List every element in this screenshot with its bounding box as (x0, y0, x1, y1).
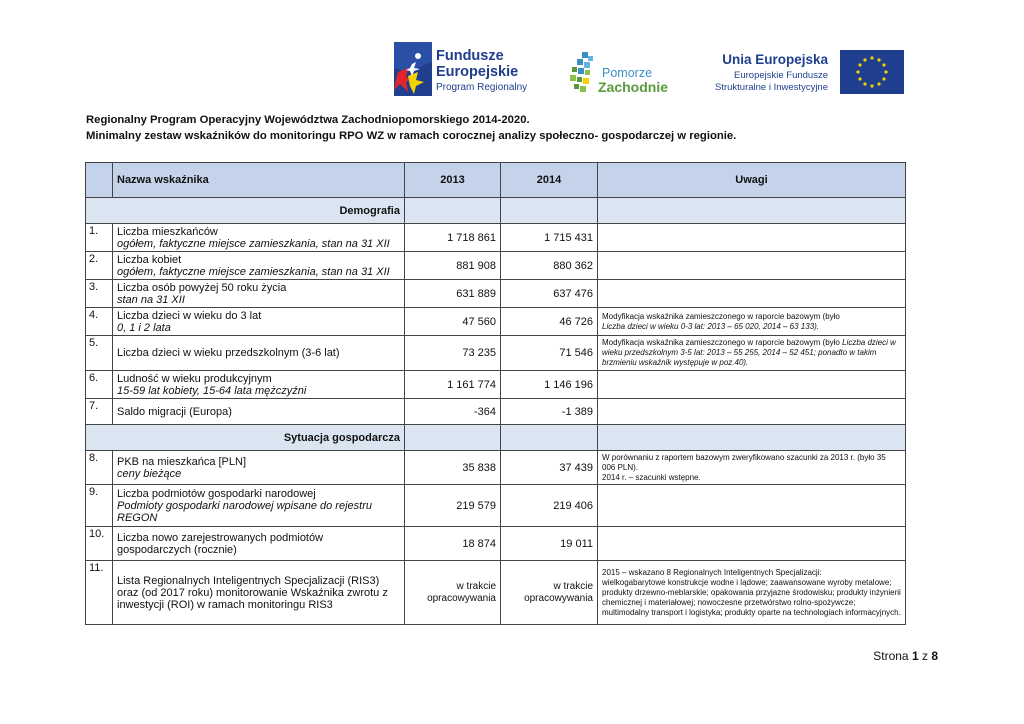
fe-title-line1: Fundusze (436, 48, 504, 64)
value-2014: 219 406 (501, 485, 598, 527)
row-name: Liczba osób powyżej 50 roku życia (117, 281, 287, 294)
fe-subtitle: Program Regionalny (436, 82, 528, 93)
row-subtitle: ogółem, faktyczne miejsce zamieszkania, stan na 31 XII (117, 265, 390, 278)
header-name: Nazwa wskaźnika (113, 163, 405, 198)
table-row (86, 280, 906, 308)
section-empty-cell (501, 198, 598, 224)
value-2013: 219 579 (405, 485, 501, 527)
notes-cell (598, 399, 906, 425)
header-2013: 2013 (405, 163, 501, 198)
notes-cell (598, 527, 906, 561)
fe-title-line2: Europejskie (436, 64, 519, 80)
row-number: 9. (86, 485, 113, 527)
row-subtitle: 0, 1 i 2 lata (117, 321, 171, 334)
note-text: Modyfikacja wskaźnika zamieszczonego w raporcie bazowym (było (602, 338, 840, 347)
value-2013: 1 161 774 (405, 371, 501, 399)
note-text: Modyfikacja wskaźnika zamieszczonego w raporcie bazowym (było (602, 311, 840, 321)
notes-cell (598, 485, 906, 527)
header-cell-no (86, 163, 113, 198)
row-subtitle: ogółem, faktyczne miejsce zamieszkania, stan na 31 XII (117, 237, 390, 250)
section-row-sytuacja-gospodarcza (86, 425, 906, 451)
row-name: Liczba podmiotów gospodarki narodowej (117, 487, 316, 500)
value-2014: 637 476 (501, 280, 598, 308)
ue-title: Unia Europejska (722, 52, 828, 67)
row-subtitle: 15-59 lat kobiety, 15-64 lata mężczyźni (117, 384, 307, 397)
page-separator: z (921, 649, 928, 663)
row-name: Liczba kobiet (117, 253, 182, 266)
notes-cell (598, 308, 906, 336)
row-name: Saldo migracji (Europa) (113, 399, 405, 425)
row-name-cell (113, 224, 405, 252)
section-empty-cell (598, 425, 906, 451)
header-notes: Uwagi (598, 163, 906, 198)
table-row (86, 308, 906, 336)
row-name-cell (113, 252, 405, 280)
value-2014: 37 439 (501, 451, 598, 485)
row-name-cell (113, 371, 405, 399)
section-title: Demografia (86, 198, 405, 224)
table-row (86, 561, 906, 625)
value-2014: 71 546 (501, 336, 598, 371)
note-text-italic: Liczba dzieci w wieku 0-3 lat: 2013 – 65 020, 2014 – 63 133). (602, 321, 820, 331)
row-number: 4. (86, 308, 113, 336)
row-name: Liczba nowo zarejestrowanych podmiotów gospodarczych (rocznie) (113, 527, 405, 561)
row-number: 2. (86, 252, 113, 280)
value-2013: 631 889 (405, 280, 501, 308)
ue-subtitle (715, 70, 828, 93)
value-2014: -1 389 (501, 399, 598, 425)
row-name: Liczba mieszkańców (117, 225, 218, 238)
notes-cell (598, 224, 906, 252)
value-2014: 1 146 196 (501, 371, 598, 399)
value-2014: 46 726 (501, 308, 598, 336)
ue-sub-line1: Europejskie Fundusze (734, 70, 828, 81)
row-name: PKB na mieszkańca [PLN] (117, 455, 247, 468)
value-2013: 35 838 (405, 451, 501, 485)
row-subtitle: Podmioty gospodarki narodowej wpisane do rejestru REGON (117, 499, 372, 524)
page-number (873, 649, 938, 663)
section-empty-cell (405, 425, 501, 451)
value-2014: 1 715 431 (501, 224, 598, 252)
row-number: 1. (86, 224, 113, 252)
row-subtitle: ceny bieżące (117, 467, 182, 480)
row-number: 6. (86, 371, 113, 399)
value-2013: w trakcie opracowywania (405, 561, 501, 625)
row-name: Lista Regionalnych Inteligentnych Specjalizacji (RIS3) oraz (od 2017 roku) monitorowanie Wskaźnika zwrotu z inwestycji (ROI) w ramach monitoringu RIS3 (113, 561, 405, 625)
note-text: 2015 – wskazano 8 Regionalnych Inteligentnych Specjalizacji: (602, 567, 822, 577)
notes-cell (598, 252, 906, 280)
eu-flag-icon (840, 50, 904, 94)
table-row (86, 252, 906, 280)
table-row (86, 336, 906, 371)
pomorze-zachodnie-logo (568, 50, 678, 96)
header-2014: 2014 (501, 163, 598, 198)
value-2013: 18 874 (405, 527, 501, 561)
row-name-cell (113, 280, 405, 308)
note-text: W porównaniu z raportem bazowym zweryfikowano szacunki za 2013 r. (było 35 006 PLN). (602, 452, 886, 472)
row-subtitle: stan na 31 XII (117, 293, 185, 306)
note-text: wielkogabarytowe konstrukcje wodne i lądowe; zaawansowane wyroby metalowe; produkty drzewno-meblarskie; opakowania przyjazne środowisku; produkty inżynierii chemicznej i materiałowej; nowoczesne przetwórstwo rolno-spożywcze; multimodalny transport i logistyka; produkty oparte na technologiach informacyjnych. (602, 577, 901, 617)
notes-cell (598, 280, 906, 308)
table-row (86, 527, 906, 561)
notes-cell (598, 561, 906, 625)
table-row (86, 399, 906, 425)
row-name-cell (113, 308, 405, 336)
page-prefix: Strona (873, 649, 909, 663)
value-2014: 880 362 (501, 252, 598, 280)
total-pages: 8 (931, 649, 938, 663)
notes-cell (598, 451, 906, 485)
value-2013: -364 (405, 399, 501, 425)
value-2013: 47 560 (405, 308, 501, 336)
notes-cell (598, 336, 906, 371)
table-row (86, 485, 906, 527)
pomorze-zachodnie-mark-icon (568, 50, 600, 96)
row-name-cell (113, 451, 405, 485)
row-name: Liczba dzieci w wieku przedszkolnym (3-6 lat) (113, 336, 405, 371)
row-name-cell (113, 485, 405, 527)
ue-sub-line2: Strukturalne i Inwestycyjne (715, 81, 828, 93)
row-number: 7. (86, 399, 113, 425)
row-number: 3. (86, 280, 113, 308)
fe-flag-icon (394, 42, 432, 96)
pz-line1: Pomorze (602, 66, 653, 80)
document-title-line2: Minimalny zestaw wskaźników do monitoringu RPO WZ w ramach corocznej analizy społeczno- gospodarczej w regionie. (86, 130, 737, 142)
fundusze-europejskie-logo (394, 42, 544, 98)
value-2013: 73 235 (405, 336, 501, 371)
table-row (86, 224, 906, 252)
row-name: Ludność w wieku produkcyjnym (117, 372, 272, 385)
fe-title (436, 48, 518, 80)
note-text: 2014 r. – szacunki wstępne. (602, 472, 701, 482)
table-header-row (86, 163, 906, 198)
note-text-italic: Liczba dzieci w wieku przedszkolnym 3-5 lat: 2013 – 55 255, 2014 – 52 451; ponadto w takim brzmieniu wskaźnik występuje w poz.40). (602, 338, 896, 367)
unia-europejska-logo (706, 50, 906, 96)
notes-cell (598, 371, 906, 399)
section-empty-cell (501, 425, 598, 451)
row-name: Liczba dzieci w wieku do 3 lat (117, 309, 262, 322)
value-2013: 1 718 861 (405, 224, 501, 252)
row-number: 5. (86, 336, 113, 371)
value-2014: 19 011 (501, 527, 598, 561)
current-page: 1 (911, 649, 919, 663)
row-number: 10. (86, 527, 113, 561)
document-title-line1: Regionalny Program Operacyjny Województwa Zachodniopomorskiego 2014-2020. (86, 114, 530, 126)
row-number: 8. (86, 451, 113, 485)
indicators-table (85, 162, 906, 625)
section-empty-cell (598, 198, 906, 224)
table-row (86, 451, 906, 485)
row-number: 11. (86, 561, 113, 625)
table-row (86, 371, 906, 399)
value-2014: w trakcie opracowywania (501, 561, 598, 625)
value-2013: 881 908 (405, 252, 501, 280)
section-empty-cell (405, 198, 501, 224)
section-row-demografia (86, 198, 906, 224)
pz-line2: Zachodnie (598, 79, 669, 95)
section-title: Sytuacja gospodarcza (86, 425, 405, 451)
